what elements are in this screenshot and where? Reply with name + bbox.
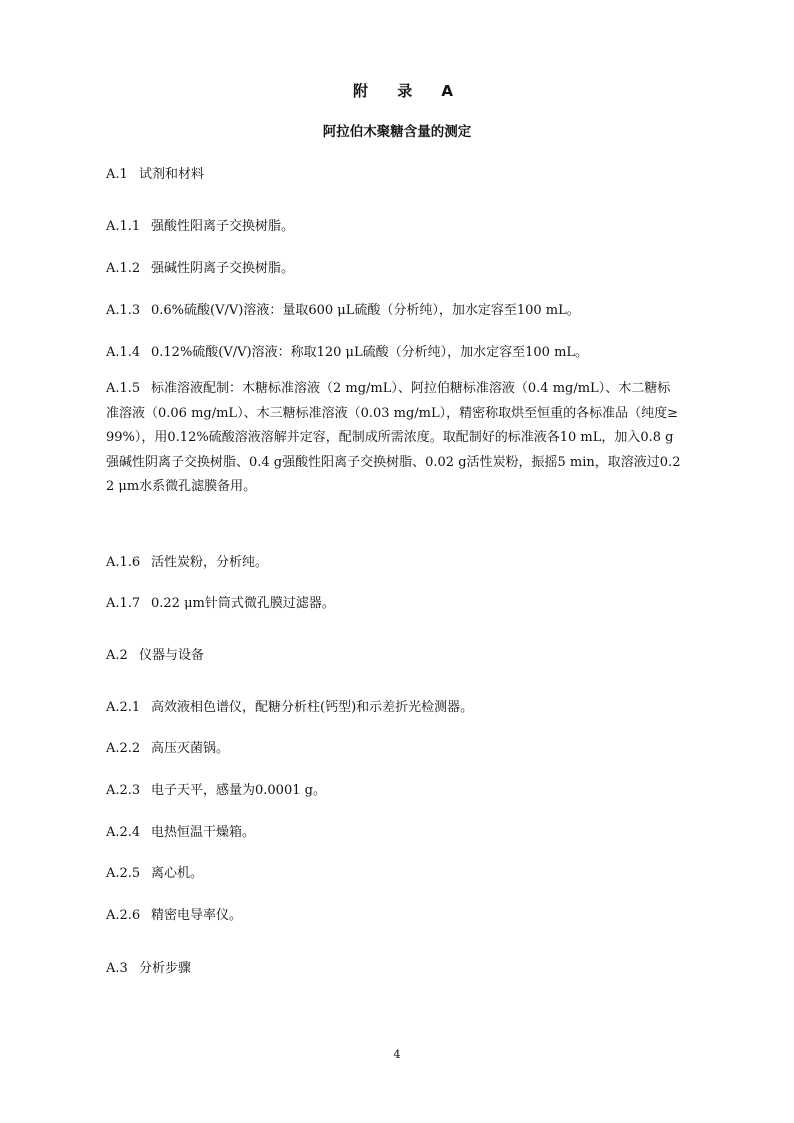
clause-text: 强碱性阴离子交换树脂。	[151, 261, 295, 276]
clause-text: 电子天平，感量为0.0001 g。	[151, 783, 326, 798]
clause-text: 0.12%硫酸(V/V)溶液：称取120 μL硫酸（分析纯），加水定容至100 mL。	[151, 345, 589, 360]
clause-a2-1	[106, 701, 696, 715]
clause-a1-1	[106, 220, 696, 234]
section-heading-a1	[106, 168, 696, 182]
clause-line-2: 准溶液（0.06 mg/mL）、木三糖标准溶液（0.03 mg/mL），精密称取烘至恒重的各标准品（纯度≥	[106, 405, 679, 421]
clause-number: A.2.4	[106, 825, 141, 840]
clause-number: A.2.6	[106, 908, 141, 923]
clause-text-line: 标准溶液配制：木糖标准溶液（2 mg/mL）、阿拉伯糖标准溶液（0.4 mg/mL）、木二糖标	[151, 381, 671, 396]
clause-text: 强酸性阳离子交换树脂。	[151, 219, 295, 234]
section-title: 试剂和材料	[139, 167, 205, 182]
section-number: A.2	[106, 648, 128, 663]
clause-a1-7	[106, 597, 696, 611]
clause-number: A.2.5	[106, 866, 141, 881]
section-heading-a3	[106, 962, 696, 976]
section-number: A.1	[106, 167, 128, 182]
section-number: A.3	[106, 961, 128, 976]
clause-a2-5	[106, 867, 696, 881]
section-title: 分析步骤	[139, 961, 192, 976]
clause-text: 高压灭菌锅。	[151, 741, 230, 756]
clause-text: 电热恒温干燥箱。	[151, 825, 256, 840]
clause-text: 活性炭粉，分析纯。	[151, 555, 269, 570]
clause-a2-2	[106, 742, 696, 756]
clause-a1-5	[106, 377, 696, 500]
clause-text: 0.22 μm针筒式微孔膜过滤器。	[151, 596, 335, 611]
page-number: 4	[393, 1048, 401, 1061]
clause-line-1	[106, 377, 696, 402]
clause-number: A.1.1	[106, 219, 141, 234]
clause-number: A.1.5	[106, 381, 141, 396]
appendix-subtitle: 阿拉伯木聚糖含量的测定	[322, 124, 472, 140]
clause-text: 精密电导率仪。	[151, 908, 243, 923]
clause-number: A.2.2	[106, 741, 141, 756]
clause-a2-4	[106, 826, 696, 840]
clause-text: 离心机。	[151, 866, 204, 881]
clause-line-5: 2 μm水系微孔滤膜备用。	[106, 479, 257, 494]
clause-line-4: 强碱性阴离子交换树脂、0.4 g强酸性阳离子交换树脂、0.02 g活性炭粉，振摇5 min，取溶液过0.2	[106, 454, 681, 470]
clause-a1-4	[106, 346, 696, 360]
clause-number: A.1.3	[106, 303, 141, 318]
appendix-title: 附 录 A	[352, 82, 466, 100]
clause-a2-3	[106, 784, 696, 798]
section-heading-a2	[106, 649, 696, 663]
clause-line-3: 99%），用0.12%硫酸溶液溶解并定容，配制成所需浓度。取配制好的标准液各10 mL，加入0.8 g	[106, 430, 674, 445]
clause-number: A.2.1	[106, 700, 141, 715]
clause-number: A.1.7	[106, 596, 141, 611]
clause-a2-6	[106, 909, 696, 923]
clause-a1-3	[106, 304, 696, 318]
clause-text: 0.6%硫酸(V/V)溶液：量取600 μL硫酸（分析纯），加水定容至100 mL。	[151, 303, 580, 318]
clause-a1-2	[106, 262, 696, 276]
clause-number: A.2.3	[106, 783, 141, 798]
clause-number: A.1.4	[106, 345, 141, 360]
clause-number: A.1.6	[106, 555, 141, 570]
clause-text: 高效液相色谱仪，配糖分析柱(钙型)和示差折光检测器。	[151, 700, 474, 715]
clause-number: A.1.2	[106, 261, 141, 276]
section-title: 仪器与设备	[139, 648, 205, 663]
clause-a1-6	[106, 556, 696, 570]
